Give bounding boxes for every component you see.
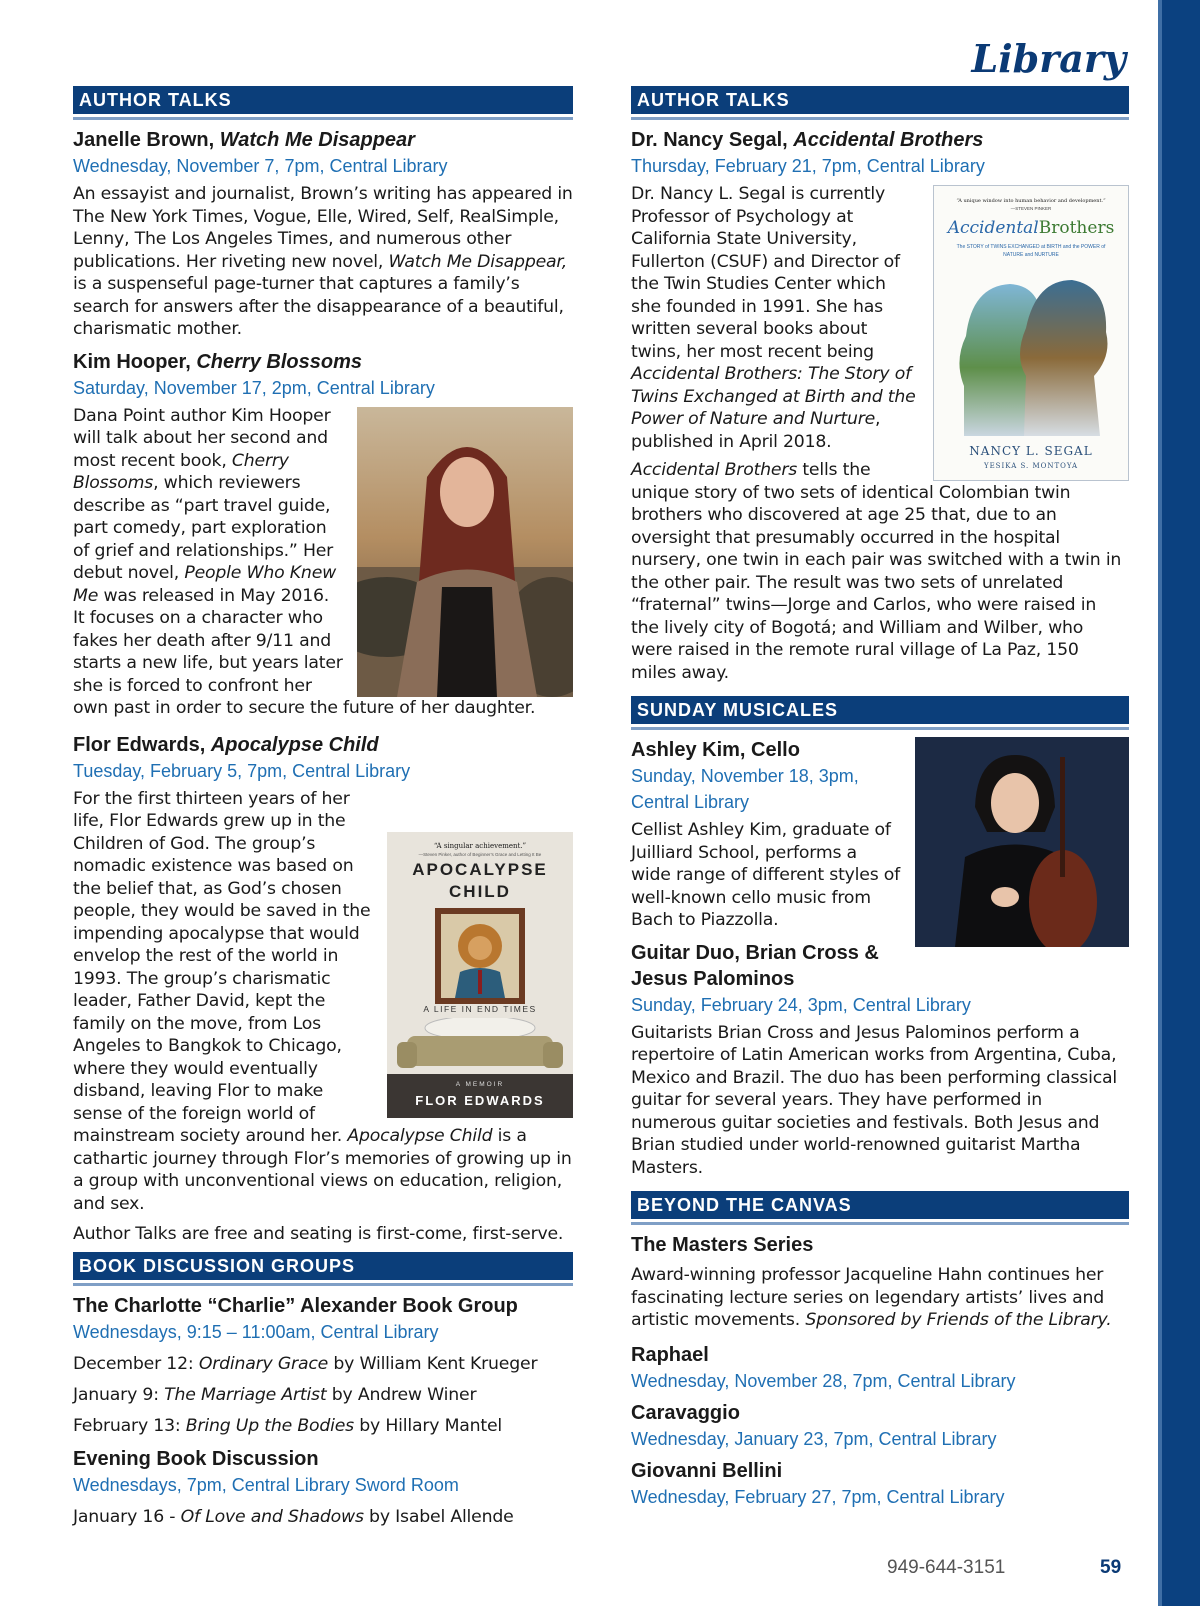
cover-author: FLOR EDWARDS bbox=[415, 1092, 545, 1108]
series-description: Award-winning professor Jacqueline Hahn continues her fascinating lecture series on legendary artists’ lives and artistic movements. Sponsored by Friends of the Library. bbox=[631, 1265, 1112, 1330]
book-cover-accidental-brothers bbox=[933, 185, 1129, 481]
cover-sofa-illustration bbox=[387, 1018, 573, 1074]
page-title: Library bbox=[971, 36, 1126, 81]
cover-title-line1: APOCALYPSE bbox=[412, 859, 548, 879]
section-author-talks-heading-right: AUTHOR TALKS bbox=[631, 86, 1129, 117]
event-time-edwards: Tuesday, February 5, 7pm, Central Library bbox=[73, 760, 411, 781]
cover-author: NANCY L. SEGAL bbox=[969, 444, 1093, 458]
page-number: 59 bbox=[1100, 1557, 1122, 1578]
cover-portrait-illustration bbox=[435, 908, 525, 1004]
group-title-charlotte: The Charlotte “Charlie” Alexander Book Group bbox=[73, 1294, 518, 1317]
group-time-evening: Wednesdays, 7pm, Central Library Sword Room bbox=[73, 1474, 459, 1495]
event-description-edwards: For the first thirteen years of her life, Flor Edwards grew up in the Children of God. The group’s nomadic existence was based on the belief that, as God’s chosen people, they would be saved in the impending apocalypse that would envelop the rest of the world in 1993. The group’s charismatic leader, Father David, kept the family on the move, from Los Angeles to Bangkok to Chicago, where they would eventually disband, leaving Flor to make sense of the foreign world of mainstream society around her. Apocalypse Child is a cathartic journey through Flor’s memories of growing up in a group with unconventional views on education, religion, and sex. bbox=[73, 788, 572, 1214]
event-time-guitar-duo: Sunday, February 24, 3pm, Central Library bbox=[631, 994, 971, 1015]
cover-title-line2: CHILD bbox=[449, 881, 511, 901]
lecture-time: Wednesday, February 27, 7pm, Central Library bbox=[631, 1486, 1005, 1507]
section-author-talks-heading: AUTHOR TALKS bbox=[73, 86, 573, 117]
reading-item: December 12: Ordinary Grace by William Kent Krueger bbox=[73, 1353, 538, 1374]
lecture-time: Wednesday, January 23, 7pm, Central Library bbox=[631, 1428, 997, 1449]
event-title-ashley-kim: Ashley Kim, Cello bbox=[631, 739, 800, 761]
author-photo-kim-hooper bbox=[357, 407, 573, 697]
lecture-time: Wednesday, November 28, 7pm, Central Library bbox=[631, 1370, 1016, 1391]
event-title-guitar-duo: Guitar Duo, Brian Cross & Jesus Palominos bbox=[631, 941, 879, 990]
reading-item: January 9: The Marriage Artist by Andrew Winer bbox=[73, 1384, 477, 1405]
author-talks-note: Author Talks are free and seating is first-come, first-serve. bbox=[73, 1224, 564, 1244]
cover-quote-attribution: —Steven Pinker, author of Beginner’s Grace and Letting It Be bbox=[418, 851, 542, 857]
series-title: The Masters Series bbox=[631, 1234, 814, 1256]
group-time-charlotte: Wednesdays, 9:15 – 11:00am, Central Library bbox=[73, 1321, 439, 1342]
reading-item: February 13: Bring Up the Bodies by Hillary Mantel bbox=[73, 1415, 503, 1436]
event-description-hooper: Dana Point author Kim Hooper will talk about her second and most recent book, Cherry Blossoms, which reviewers describe as “part travel guide, part comedy, part exploration of grief and relationships.” Her debut novel, People Who Knew Me was released in May 2016. It focuses on a character who fakes her death after 9/11 and starts a new life, but years later she is forced to confront her own past in order to secure the future of her daughter. bbox=[73, 405, 536, 718]
event-title-segal: Dr. Nancy Segal, Accidental Brothers bbox=[631, 129, 984, 151]
event-title-edwards: Flor Edwards, Apocalypse Child bbox=[73, 733, 379, 756]
cover-subtitle: A LIFE IN END TIMES bbox=[423, 1003, 537, 1014]
cover-quote: “A singular achievement.” bbox=[433, 841, 527, 850]
lecture-title: Giovanni Bellini bbox=[631, 1459, 783, 1482]
event-description-segal: Dr. Nancy L. Segal is currently Professor of Psychology at California State University, Fullerton (CSUF) and Director of the Twin Studies Center which she founded in 1991. She has written several books about twins, her most recent being Accidental Brothers: The Story of Twins Exchanged at Birth and the Power of Nature and Nurture, published in April 2018. bbox=[631, 184, 916, 452]
page-edge-band bbox=[1162, 0, 1200, 1606]
event-time-brown: Wednesday, November 7, 7pm, Central Library bbox=[73, 156, 448, 176]
footer-phone: 949-644-3151 bbox=[887, 1557, 1006, 1578]
event-title-brown: Janelle Brown, Watch Me Disappear bbox=[73, 129, 415, 151]
cover-quote: “A unique window into human behavior and development.” bbox=[956, 198, 1106, 204]
cover-title: AccidentalBrothers bbox=[947, 218, 1115, 238]
cover-quote-attribution: —STEVEN PINKER bbox=[1010, 206, 1052, 211]
event-time-ashley-kim: Sunday, November 18, 3pm, Central Library bbox=[631, 766, 859, 812]
event-description-guitar-duo: Guitarists Brian Cross and Jesus Palominos perform a repertoire of Latin American works from Argentina, Cuba, Mexico and Brazil. The duo has been performing classical guitar for several years. They have performed in numerous guitar societies and festivals. Both Jesus and Brian studied under world-renowned guitarist Martha Masters. bbox=[631, 1022, 1117, 1178]
event-time-hooper: Saturday, November 17, 2pm, Central Library bbox=[73, 377, 435, 398]
event-title-hooper: Kim Hooper, Cherry Blossoms bbox=[73, 350, 362, 373]
cover-memoir-label: A MEMOIR bbox=[455, 1080, 505, 1088]
event-time-segal: Thursday, February 21, 7pm, Central Library bbox=[631, 156, 985, 176]
event-description-segal-2: Accidental Brothers tells the unique story of two sets of identical Colombian twin brothers who discovered at age 25 that, due to an oversight that presumably occurred in the hospital nursery, one twin in each pair was switched with a twin in the other pair. The result was two sets of unrelated “fraternal” twins—Jorge and Carlos, who were raised in the lively city of Bogotá; and William and Wilber, who were raised in the remote rural village of La Paz, 150 miles away. bbox=[631, 460, 1122, 683]
group-title-evening: Evening Book Discussion bbox=[73, 1447, 319, 1470]
left-column bbox=[73, 86, 573, 1537]
section-book-discussion-heading: BOOK DISCUSSION GROUPS bbox=[73, 1252, 573, 1283]
lecture-title: Raphael bbox=[631, 1343, 709, 1366]
book-cover-apocalypse-child bbox=[387, 832, 573, 1118]
performer-photo-ashley-kim bbox=[915, 737, 1129, 947]
reading-item: January 16 - Of Love and Shadows by Isabel Allende bbox=[73, 1506, 514, 1527]
section-sunday-musicales-heading: SUNDAY MUSICALES bbox=[631, 696, 1129, 727]
section-beyond-canvas-heading: BEYOND THE CANVAS bbox=[631, 1191, 1129, 1222]
event-description-brown: An essayist and journalist, Brown’s writing has appeared in The New York Times, Vogue, Elle, Wired, Self, RealSimple, Lenny, The Los Angeles Times, and numerous other publications. Her riveting new novel, Watch Me Disappear, is a suspenseful page-turner that captures a family’s search for answers after the disappearance of a beautiful, charismatic mother. bbox=[73, 184, 573, 339]
lecture-title: Caravaggio bbox=[631, 1401, 740, 1424]
cover-silhouette-illustration bbox=[944, 266, 1118, 436]
cover-coauthor: YESIKA S. MONTOYA bbox=[983, 462, 1079, 470]
event-description-ashley-kim: Cellist Ashley Kim, graduate of Juilliard School, performs a wide range of different styles of well-known cello music from Bach to Piazzolla. bbox=[631, 820, 901, 930]
cover-subtitle: The STORY of TWINS EXCHANGED at BIRTH and the POWER of NATURE and NURTURE bbox=[956, 244, 1106, 258]
right-column bbox=[631, 86, 1129, 1514]
